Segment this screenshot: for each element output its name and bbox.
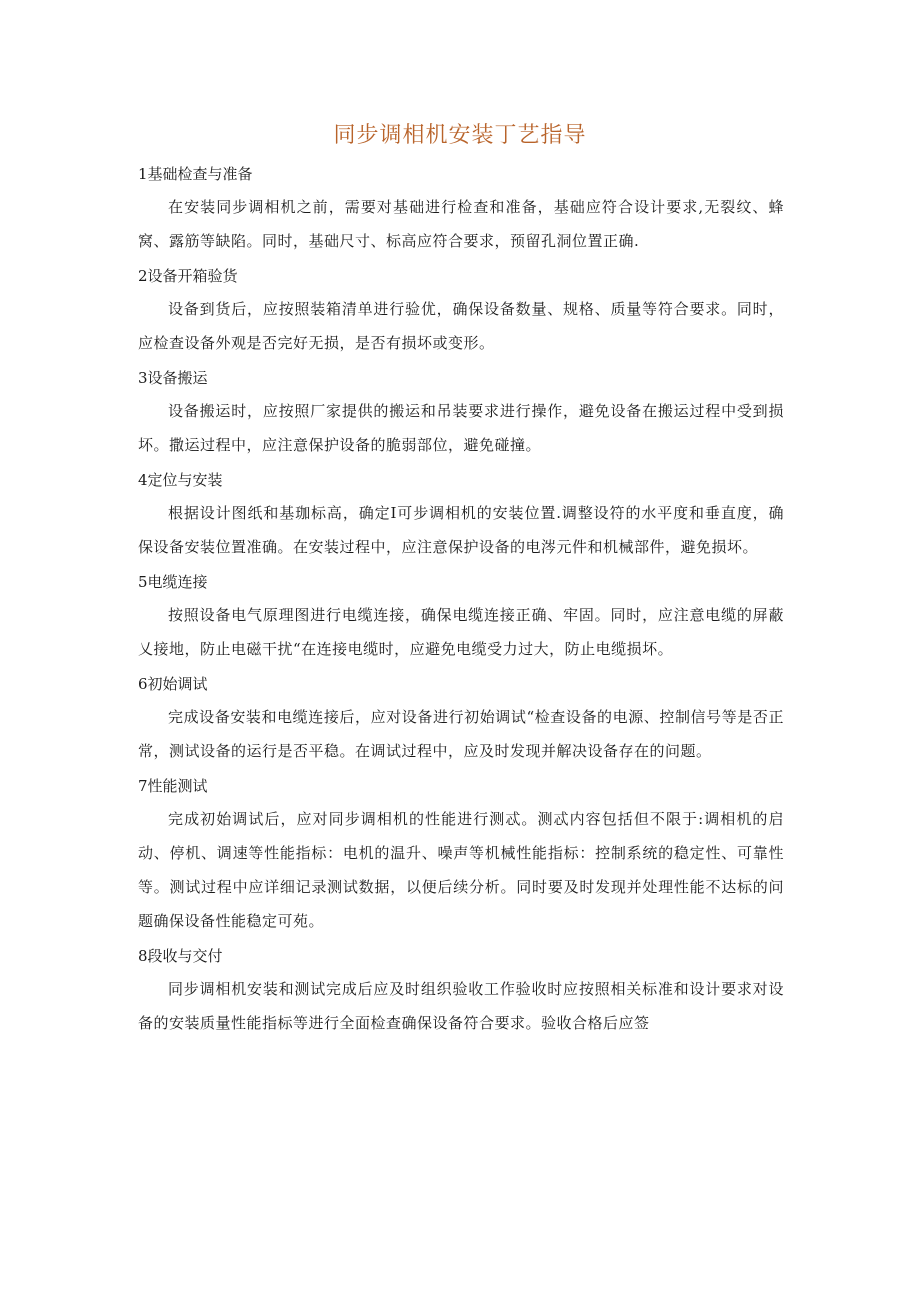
section-body-3: 设备搬运时，应按照厂家提供的搬运和吊装要求进行操作，避免设备在搬运过程中受到损坏。撒运过程中，应注意保护设备的脆弱部位，避免碰撞。 [138, 402, 784, 454]
section-body-7: 完成初始调试后，应对同步调相机的性能进行测忒。测忒内容包括但不限于:调相机的启动、停机、调速等性能指标：电机的温升、噪声等机械性能指标：控制系统的稳定性、可靠性等。测试过程中应详细记录测试数据，以便后续分析。同时要及时发现并处理性能不达标的问题确保设备性能稳定可苑。 [138, 810, 784, 930]
section-body-4: 根据设计图纸和基珈标高，确定I可步调相机的安装位置.调整设符的水平度和垂直度，确保设备安装位置准确。在安装过程中，应注意保护设备的电涔元件和机械部件，避免损坏。 [138, 504, 784, 556]
document-title: 同步调相机安装丁艺指导 [333, 123, 587, 148]
section-heading-6: 6初始调试 [138, 675, 208, 693]
section-heading-7: 7性能测试 [138, 777, 208, 795]
section-heading-8: 8段收与交付 [138, 947, 223, 965]
section-body-2: 设备到货后，应按照装箱清单进行验优，确保设备数量、规格、质量等符合要求。同时，应检查设备外观是否完好无损，是否有损坏或变形。 [138, 300, 784, 352]
section-heading-1: 1基础检查与准备 [138, 165, 253, 183]
section-heading-5: 5电缆连接 [138, 573, 208, 591]
section-heading-3: 3设备搬运 [138, 369, 208, 387]
section-heading-2: 2设备开箱验货 [138, 267, 238, 285]
section-body-5: 按照设备电气原理图进行电缆连接，确保电缆连接正确、牢固。同时，应注意电缆的屏蔽乂接地，防止电磁干扰“在连接电缆时，应避免电缆受力过大，防止电缆损坏。 [138, 606, 784, 658]
section-body-8: 同步调相机安装和测试完成后应及时组织验收工作验收时应按照相关标准和设计要求对设备的安装质量性能指标等进行全面检查确保设备符合要求。验收合格后应签 [138, 980, 784, 1032]
section-heading-4: 4定位与安装 [138, 471, 223, 489]
section-body-6: 完成设备安装和电缆连接后，应对设备进行初始调试“检查设备的电源、控制信号等是否正常，测试设备的运行是否平稳。在调试过程中，应及时发现并解决设备存在的问题。 [138, 708, 784, 760]
section-body-1: 在安装同步调相机之前，需要对基础进行检查和准备，基础应符合设计要求,无裂纹、蜂窝、露筋等缺陷。同时，基础尺寸、标高应符合要求，预留孔洞位置正确. [138, 198, 784, 250]
document-content [138, 160, 784, 1044]
